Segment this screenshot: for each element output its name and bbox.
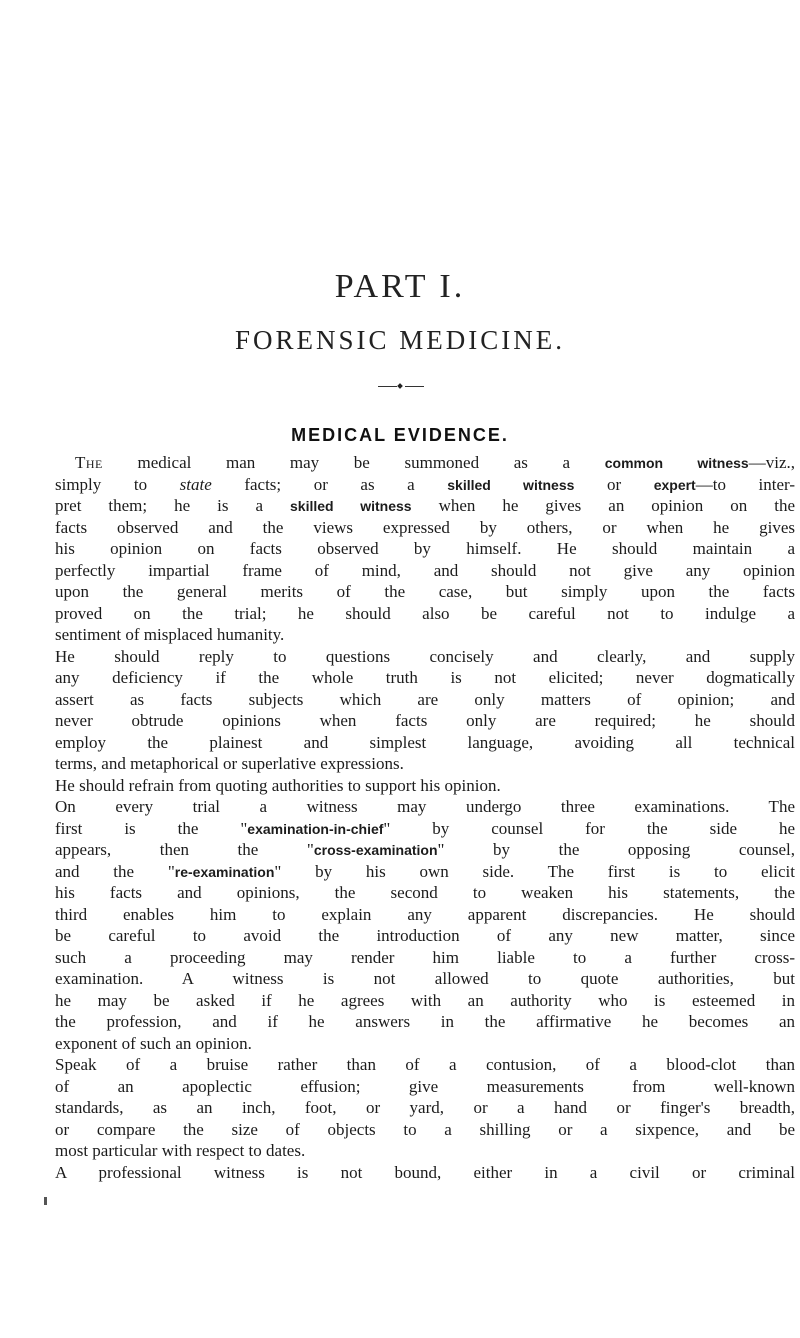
text-line: sentiment of misplaced humanity. [55,625,285,644]
text-line: third enables him to explain any apparent discrepancies. He should [55,904,795,924]
part-subtitle: FORENSIC MEDICINE. [234,325,565,355]
text-line: facts observed and the views expressed by others, or when he gives [55,517,795,537]
text-line: employ the plainest and simplest language, avoiding all technical [55,732,795,752]
part-heading: PART I. [334,268,466,305]
text-line: any deficiency if the whole truth is not elicited; never dogmatically [55,668,795,687]
text-line: pret them; he is a skilled witness when he gives an opinion on the [55,496,795,515]
text-line: The medical man may be summoned as a common witness—viz., [75,453,795,472]
text-line: perfectly impartial frame of mind, and should not give any opinion [55,560,795,580]
text-line: assert as facts subjects which are only matters of opinion; and [55,689,795,709]
text-line: exponent of such an opinion. [55,1033,252,1053]
margin-mark [44,1197,47,1205]
text-line: Speak of a bruise rather than of a contusion, of a blood-clot than [55,1055,795,1074]
text-line: standards, as an inch, foot, or yard, or a hand or finger's breadth, [55,1098,795,1117]
text-line: He should reply to questions concisely and clearly, and supply [55,646,795,666]
text-line: terms, and metaphorical or superlative expressions. [55,754,404,773]
text-line: A professional witness is not bound, either in a civil or criminal [55,1162,795,1182]
text-line: appears, then the "cross-examination" by the opposing counsel, [55,840,795,859]
body-text [55,452,795,1183]
text-line: be careful to avoid the introduction of any new matter, since [55,926,795,945]
text-line: most particular with respect to dates. [55,1141,306,1160]
ornament-line-right [405,386,424,387]
text-line: or compare the size of objects to a shilling or a sixpence, and be [55,1119,795,1139]
ornament-divider [378,384,424,390]
text-line: He should refrain from quoting authorities to support his opinion. [55,775,501,795]
text-line: upon the general merits of the case, but simply upon the facts [55,582,795,601]
text-line: his facts and opinions, the second to weaken his statements, the [55,883,795,902]
text-line: examination. A witness is not allowed to quote authorities, but [55,969,795,988]
text-line: of an apoplectic effusion; give measurements from well-known [55,1076,795,1096]
text-line: simply to state facts; or as a skilled witness or expert—to inter- [55,474,795,494]
text-line: proved on the trial; he should also be careful not to indulge a [55,603,795,623]
ornament-line-left [378,386,397,387]
text-line: and the "re-examination" by his own side. The first is to elicit [55,861,795,881]
text-line: never obtrude opinions when facts only are required; he should [55,711,795,730]
text-line: On every trial a witness may undergo three examinations. The [55,797,795,816]
text-line: his opinion on facts observed by himself. He should maintain a [55,539,795,558]
text-line: first is the "examination-in-chief" by counsel for the side he [55,818,795,838]
section-title: MEDICAL EVIDENCE. [291,425,509,445]
text-line: he may be asked if he agrees with an authority who is esteemed in [55,990,795,1010]
ornament-diamond [397,383,403,389]
text-line: such a proceeding may render him liable to a further cross- [55,947,795,967]
text-line: the profession, and if he answers in the affirmative he becomes an [55,1012,795,1031]
